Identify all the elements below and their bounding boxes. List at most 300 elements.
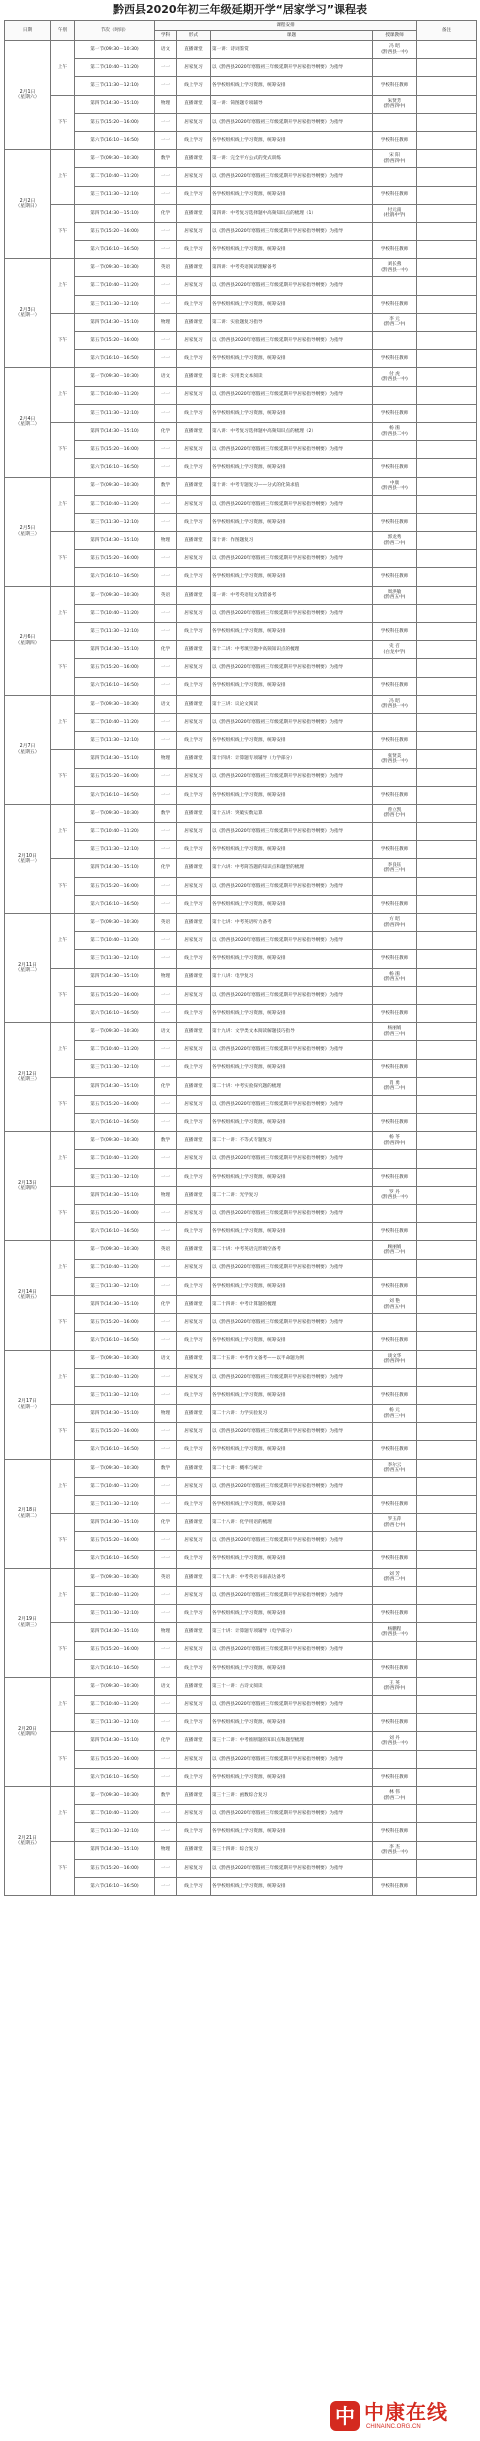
table-row [5, 713, 477, 731]
notes-cell [417, 1150, 477, 1168]
teacher-cell: 杨 苓 (黔西四中) [373, 1132, 417, 1150]
period-cell: 第二节(10:40－11:20) [75, 823, 155, 841]
day-date-cell: 2月20日 （星期四） [5, 1677, 51, 1786]
period-cell: 第一节(09:30－10:30) [75, 1350, 155, 1368]
form-cell: 居家复习 [177, 768, 211, 786]
period-cell: 第四节(14:30－15:10) [75, 1623, 155, 1641]
form-cell: 线上学习 [177, 459, 211, 477]
teacher-cell [373, 1586, 417, 1604]
notes-cell [417, 1696, 477, 1714]
subject-cell: 一一 [155, 1586, 177, 1604]
table-row [5, 441, 477, 459]
subject-cell: 一一 [155, 1605, 177, 1623]
notes-cell [417, 1768, 477, 1786]
subject-cell: 一一 [155, 950, 177, 968]
notes-cell [417, 1496, 477, 1514]
topic-cell: 第十七讲：中考英语听力备考 [211, 914, 373, 932]
period-cell: 第三节(11:30－12:10) [75, 1714, 155, 1732]
table-row [5, 732, 477, 750]
period-cell: 第五节(15:20－16:00) [75, 659, 155, 677]
subject-cell: 语文 [155, 368, 177, 386]
teacher-cell: 学校科任教师 [373, 1823, 417, 1841]
notes-cell [417, 1423, 477, 1441]
period-cell: 第五节(15:20－16:00) [75, 1205, 155, 1223]
notes-cell [417, 1059, 477, 1077]
notes-cell [417, 568, 477, 586]
form-cell: 居家复习 [177, 1805, 211, 1823]
half-am-cell: 上午 [51, 1568, 75, 1623]
topic-cell: 以《黔西县2020年寒假初三年级延期开学居家指导纲要》为指导 [211, 986, 373, 1004]
subject-cell: 一一 [155, 186, 177, 204]
table-row [5, 295, 477, 313]
notes-cell [417, 1823, 477, 1841]
topic-cell: 各学校组织线上学习资源，统筹安排 [211, 241, 373, 259]
table-row [5, 1714, 477, 1732]
subject-cell: 化学 [155, 204, 177, 222]
form-cell: 直播课堂 [177, 1241, 211, 1259]
topic-cell: 第十四讲：计算题专项辅导（力学部分） [211, 750, 373, 768]
period-cell: 第五节(15:20－16:00) [75, 441, 155, 459]
period-cell: 第六节(16:10－16:50) [75, 131, 155, 149]
teacher-cell: 付元南 (杜鹃中学) [373, 204, 417, 222]
notes-cell [417, 804, 477, 822]
half-am-cell: 上午 [51, 1677, 75, 1732]
topic-cell: 各学校组织线上学习资源，统筹安排 [211, 513, 373, 531]
table-row [5, 1077, 477, 1095]
form-cell: 线上学习 [177, 1332, 211, 1350]
teacher-cell: 学校科任教师 [373, 1441, 417, 1459]
subject-cell: 一一 [155, 495, 177, 513]
notes-cell [417, 1223, 477, 1241]
period-cell: 第一节(09:30－10:30) [75, 586, 155, 604]
subject-cell: 一一 [155, 1004, 177, 1022]
teacher-cell: 罗 丹 (黔西县一中) [373, 1186, 417, 1204]
topic-cell: 各学校组织线上学习资源，统筹安排 [211, 1659, 373, 1677]
notes-cell [417, 477, 477, 495]
period-cell: 第五节(15:20－16:00) [75, 113, 155, 131]
subject-cell: 一一 [155, 877, 177, 895]
form-cell: 直播课堂 [177, 1459, 211, 1477]
header-arrangement: 课程安排 [155, 21, 417, 31]
form-cell: 线上学习 [177, 677, 211, 695]
period-cell: 第四节(14:30－15:10) [75, 1295, 155, 1313]
notes-cell [417, 222, 477, 240]
subject-cell: 一一 [155, 1823, 177, 1841]
notes-cell [417, 859, 477, 877]
table-row [5, 1423, 477, 1441]
topic-cell: 以《黔西县2020年寒假初三年级延期开学居家指导纲要》为指导 [211, 1423, 373, 1441]
topic-cell: 各学校组织线上学习资源，统筹安排 [211, 568, 373, 586]
period-cell: 第四节(14:30－15:10) [75, 859, 155, 877]
table-row [5, 1041, 477, 1059]
period-cell: 第一节(09:30－10:30) [75, 368, 155, 386]
form-cell: 居家复习 [177, 1477, 211, 1495]
teacher-cell: 学校科任教师 [373, 77, 417, 95]
period-cell: 第六节(16:10－16:50) [75, 241, 155, 259]
notes-cell [417, 95, 477, 113]
half-pm-cell: 下午 [51, 1295, 75, 1350]
topic-cell: 以《黔西县2020年寒假初三年级延期开学居家指导纲要》为指导 [211, 1095, 373, 1113]
subject-cell: 一一 [155, 295, 177, 313]
period-cell: 第二节(10:40－11:20) [75, 1150, 155, 1168]
subject-cell: 一一 [155, 604, 177, 622]
day-date-cell: 2月2日 （星期日） [5, 150, 51, 259]
table-row [5, 1059, 477, 1077]
teacher-cell: 杨鹏程 (黔西县一中) [373, 1623, 417, 1641]
subject-cell: 一一 [155, 841, 177, 859]
table-row [5, 1095, 477, 1113]
half-am-cell: 上午 [51, 1241, 75, 1296]
topic-cell: 第十讲：作图题复习 [211, 532, 373, 550]
half-pm-cell: 下午 [51, 1186, 75, 1241]
teacher-cell: 学校科任教师 [373, 1114, 417, 1132]
notes-cell [417, 1605, 477, 1623]
notes-cell [417, 1368, 477, 1386]
form-cell: 居家复习 [177, 877, 211, 895]
notes-cell [417, 1641, 477, 1659]
table-row [5, 550, 477, 568]
form-cell: 居家复习 [177, 386, 211, 404]
teacher-cell: 学校科任教师 [373, 895, 417, 913]
form-cell: 直播课堂 [177, 968, 211, 986]
teacher-cell: 学校科任教师 [373, 241, 417, 259]
notes-cell [417, 623, 477, 641]
subject-cell: 物理 [155, 1405, 177, 1423]
period-cell: 第三节(11:30－12:10) [75, 1496, 155, 1514]
period-cell: 第六节(16:10－16:50) [75, 1004, 155, 1022]
subject-cell: 一一 [155, 732, 177, 750]
topic-cell: 以《黔西县2020年寒假初三年级延期开学居家指导纲要》为指导 [211, 1259, 373, 1277]
teacher-cell [373, 1259, 417, 1277]
teacher-cell: 学校科任教师 [373, 1168, 417, 1186]
header-notes: 备注 [417, 21, 477, 41]
table-row [5, 1477, 477, 1495]
topic-cell: 以《黔西县2020年寒假初三年级延期开学居家指导纲要》为指导 [211, 877, 373, 895]
notes-cell [417, 695, 477, 713]
teacher-cell [373, 659, 417, 677]
table-row [5, 1023, 477, 1041]
header-topic: 课题 [211, 31, 373, 41]
period-cell: 第六节(16:10－16:50) [75, 1332, 155, 1350]
teacher-cell: 李尔云 (黔西五中) [373, 1459, 417, 1477]
notes-cell [417, 1095, 477, 1113]
table-row [5, 1168, 477, 1186]
form-cell: 居家复习 [177, 1259, 211, 1277]
teacher-cell [373, 113, 417, 131]
half-am-cell: 上午 [51, 1132, 75, 1187]
subject-cell: 一一 [155, 131, 177, 149]
form-cell: 居家复习 [177, 168, 211, 186]
day-date-cell: 2月5日 （星期三） [5, 477, 51, 586]
period-cell: 第三节(11:30－12:10) [75, 404, 155, 422]
notes-cell [417, 1568, 477, 1586]
teacher-cell: 学校科任教师 [373, 513, 417, 531]
subject-cell: 一一 [155, 1750, 177, 1768]
table-row [5, 1859, 477, 1877]
topic-cell: 以《黔西县2020年寒假初三年级延期开学居家指导纲要》为指导 [211, 1641, 373, 1659]
teacher-cell: 学校科任教师 [373, 1004, 417, 1022]
subject-cell: 一一 [155, 713, 177, 731]
period-cell: 第二节(10:40－11:20) [75, 604, 155, 622]
form-cell: 直播课堂 [177, 1295, 211, 1313]
table-row [5, 422, 477, 440]
notes-cell [417, 422, 477, 440]
notes-cell [417, 113, 477, 131]
form-cell: 直播课堂 [177, 1077, 211, 1095]
topic-cell: 各学校组织线上学习资源，统筹安排 [211, 77, 373, 95]
subject-cell: 语文 [155, 695, 177, 713]
form-cell: 直播课堂 [177, 368, 211, 386]
teacher-cell [373, 713, 417, 731]
table-row [5, 1241, 477, 1259]
form-cell: 线上学习 [177, 350, 211, 368]
subject-cell: 一一 [155, 1168, 177, 1186]
notes-cell [417, 1277, 477, 1295]
table-row [5, 1314, 477, 1332]
topic-cell: 第二十五讲：中考作文备考——以半命题为例 [211, 1350, 373, 1368]
half-pm-cell: 下午 [51, 859, 75, 914]
period-cell: 第五节(15:20－16:00) [75, 1750, 155, 1768]
topic-cell: 各学校组织线上学习资源，统筹安排 [211, 1823, 373, 1841]
subject-cell: 英语 [155, 1241, 177, 1259]
period-cell: 第四节(14:30－15:10) [75, 1732, 155, 1750]
notes-cell [417, 1186, 477, 1204]
topic-cell: 各学校组织线上学习资源，统筹安排 [211, 1168, 373, 1186]
form-cell: 线上学习 [177, 841, 211, 859]
topic-cell: 第二十一讲：不等式专题复习 [211, 1132, 373, 1150]
day-date-cell: 2月11日 （星期二） [5, 914, 51, 1023]
subject-cell: 一一 [155, 1877, 177, 1895]
table-row [5, 222, 477, 240]
table-row [5, 786, 477, 804]
period-cell: 第一节(09:30－10:30) [75, 1132, 155, 1150]
teacher-cell: 学校科任教师 [373, 459, 417, 477]
period-cell: 第一节(09:30－10:30) [75, 1459, 155, 1477]
period-cell: 第六节(16:10－16:50) [75, 568, 155, 586]
table-row [5, 350, 477, 368]
subject-cell: 一一 [155, 932, 177, 950]
notes-cell [417, 659, 477, 677]
period-cell: 第五节(15:20－16:00) [75, 1423, 155, 1441]
notes-cell [417, 1041, 477, 1059]
subject-cell: 一一 [155, 459, 177, 477]
period-cell: 第六节(16:10－16:50) [75, 677, 155, 695]
table-row [5, 1459, 477, 1477]
form-cell: 居家复习 [177, 550, 211, 568]
table-row [5, 677, 477, 695]
topic-cell: 第二十讲：中考实验探究题的梳理 [211, 1077, 373, 1095]
notes-cell [417, 713, 477, 731]
form-cell: 线上学习 [177, 1496, 211, 1514]
period-cell: 第一节(09:30－10:30) [75, 259, 155, 277]
form-cell: 线上学习 [177, 186, 211, 204]
notes-cell [417, 895, 477, 913]
topic-cell: 各学校组织线上学习资源，统筹安排 [211, 459, 373, 477]
teacher-cell: 学校科任教师 [373, 1386, 417, 1404]
form-cell: 线上学习 [177, 241, 211, 259]
teacher-cell: 中康 (黔西县一中) [373, 477, 417, 495]
table-row [5, 1841, 477, 1859]
form-cell: 线上学习 [177, 623, 211, 641]
subject-cell: 数学 [155, 804, 177, 822]
topic-cell: 以《黔西县2020年寒假初三年级延期开学居家指导纲要》为指导 [211, 604, 373, 622]
topic-cell: 各学校组织线上学习资源，统筹安排 [211, 677, 373, 695]
period-cell: 第三节(11:30－12:10) [75, 1059, 155, 1077]
topic-cell: 各学校组织线上学习资源，统筹安排 [211, 786, 373, 804]
subject-cell: 一一 [155, 1114, 177, 1132]
table-row [5, 368, 477, 386]
table-row [5, 804, 477, 822]
teacher-cell: 学校科任教师 [373, 841, 417, 859]
teacher-cell [373, 823, 417, 841]
form-cell: 线上学习 [177, 1768, 211, 1786]
table-row [5, 932, 477, 950]
period-cell: 第四节(14:30－15:10) [75, 968, 155, 986]
table-row [5, 1496, 477, 1514]
subject-cell: 一一 [155, 659, 177, 677]
topic-cell: 第四讲：中考英语阅读理解备考 [211, 259, 373, 277]
notes-cell [417, 350, 477, 368]
subject-cell: 语文 [155, 1023, 177, 1041]
notes-cell [417, 313, 477, 331]
form-cell: 线上学习 [177, 131, 211, 149]
table-row [5, 986, 477, 1004]
topic-cell: 以《黔西县2020年寒假初三年级延期开学居家指导纲要》为指导 [211, 1859, 373, 1877]
teacher-cell: 学校科任教师 [373, 1714, 417, 1732]
period-cell: 第一节(09:30－10:30) [75, 804, 155, 822]
notes-cell [417, 131, 477, 149]
subject-cell: 物理 [155, 1186, 177, 1204]
period-cell: 第二节(10:40－11:20) [75, 1477, 155, 1495]
topic-cell: 以《黔西县2020年寒假初三年级延期开学居家指导纲要》为指导 [211, 441, 373, 459]
table-row [5, 1295, 477, 1313]
topic-cell: 第四讲：中考复习选择题中高频知识点的梳理（1） [211, 204, 373, 222]
teacher-cell: 学校科任教师 [373, 786, 417, 804]
subject-cell: 英语 [155, 586, 177, 604]
subject-cell: 物理 [155, 1623, 177, 1641]
form-cell: 直播课堂 [177, 1732, 211, 1750]
subject-cell: 数学 [155, 1787, 177, 1805]
notes-cell [417, 1241, 477, 1259]
form-cell: 线上学习 [177, 950, 211, 968]
period-cell: 第四节(14:30－15:10) [75, 1405, 155, 1423]
teacher-cell: 付 虎 (黔西县一中) [373, 368, 417, 386]
subject-cell: 一一 [155, 1768, 177, 1786]
subject-cell: 一一 [155, 386, 177, 404]
period-cell: 第六节(16:10－16:50) [75, 459, 155, 477]
topic-cell: 第二十七讲：概率与统计 [211, 1459, 373, 1477]
teacher-cell [373, 495, 417, 513]
subject-cell: 一一 [155, 1041, 177, 1059]
table-row [5, 1350, 477, 1368]
topic-cell: 以《黔西县2020年寒假初三年级延期开学居家指导纲要》为指导 [211, 113, 373, 131]
notes-cell [417, 1514, 477, 1532]
table-row [5, 495, 477, 513]
period-cell: 第五节(15:20－16:00) [75, 1095, 155, 1113]
teacher-cell [373, 277, 417, 295]
subject-cell: 一一 [155, 568, 177, 586]
header-half: 午别 [51, 21, 75, 41]
half-pm-cell: 下午 [51, 1077, 75, 1132]
table-row [5, 77, 477, 95]
teacher-cell: 学校科任教师 [373, 1496, 417, 1514]
subject-cell: 一一 [155, 1095, 177, 1113]
notes-cell [417, 732, 477, 750]
form-cell: 线上学习 [177, 1441, 211, 1459]
subject-cell: 语文 [155, 41, 177, 59]
teacher-cell: 学校科任教师 [373, 1277, 417, 1295]
topic-cell: 第十九讲：文学类文本阅读解题技巧指导 [211, 1023, 373, 1041]
teacher-cell: 杨 鹃 (黔西县二中) [373, 422, 417, 440]
half-pm-cell: 下午 [51, 1623, 75, 1678]
form-cell: 线上学习 [177, 1168, 211, 1186]
period-cell: 第六节(16:10－16:50) [75, 1877, 155, 1895]
topic-cell: 第一讲：简图题专项辅导 [211, 95, 373, 113]
period-cell: 第一节(09:30－10:30) [75, 1677, 155, 1695]
topic-cell: 以《黔西县2020年寒假初三年级延期开学居家指导纲要》为指导 [211, 222, 373, 240]
notes-cell [417, 295, 477, 313]
table-row [5, 332, 477, 350]
topic-cell: 第二讲：实验题复习指导 [211, 313, 373, 331]
subject-cell: 一一 [155, 404, 177, 422]
subject-cell: 一一 [155, 1441, 177, 1459]
subject-cell: 一一 [155, 222, 177, 240]
half-am-cell: 上午 [51, 368, 75, 423]
notes-cell [417, 1259, 477, 1277]
table-row [5, 1877, 477, 1895]
half-pm-cell: 下午 [51, 313, 75, 368]
subject-cell: 一一 [155, 1714, 177, 1732]
notes-cell [417, 168, 477, 186]
half-pm-cell: 下午 [51, 95, 75, 150]
teacher-cell [373, 1696, 417, 1714]
table-row [5, 1441, 477, 1459]
teacher-cell: 宋 阳 (黔西四中) [373, 150, 417, 168]
form-cell: 居家复习 [177, 1423, 211, 1441]
period-cell: 第四节(14:30－15:10) [75, 95, 155, 113]
notes-cell [417, 1132, 477, 1150]
form-cell: 居家复习 [177, 1150, 211, 1168]
period-cell: 第一节(09:30－10:30) [75, 41, 155, 59]
period-cell: 第二节(10:40－11:20) [75, 59, 155, 77]
form-cell: 直播课堂 [177, 1787, 211, 1805]
teacher-cell: 学校科任教师 [373, 1877, 417, 1895]
subject-cell: 化学 [155, 1732, 177, 1750]
topic-cell: 第二十八讲：化学用语的梳理 [211, 1514, 373, 1532]
period-cell: 第三节(11:30－12:10) [75, 1605, 155, 1623]
day-date-cell: 2月13日 （星期四） [5, 1132, 51, 1241]
teacher-cell: 刘 艳 (黔西五中) [373, 1295, 417, 1313]
period-cell: 第五节(15:20－16:00) [75, 550, 155, 568]
teacher-cell [373, 1641, 417, 1659]
form-cell: 居家复习 [177, 495, 211, 513]
form-cell: 直播课堂 [177, 95, 211, 113]
table-row [5, 277, 477, 295]
form-cell: 直播课堂 [177, 1841, 211, 1859]
teacher-cell [373, 1314, 417, 1332]
teacher-cell: 学校科任教师 [373, 1659, 417, 1677]
subject-cell: 化学 [155, 1514, 177, 1532]
subject-cell: 英语 [155, 259, 177, 277]
topic-cell: 以《黔西县2020年寒假初三年级延期开学居家指导纲要》为指导 [211, 59, 373, 77]
period-cell: 第五节(15:20－16:00) [75, 1314, 155, 1332]
half-am-cell: 上午 [51, 150, 75, 205]
topic-cell: 第三十二讲：中考推断题的知识点和题型梳理 [211, 1732, 373, 1750]
form-cell: 居家复习 [177, 1532, 211, 1550]
period-cell: 第一节(09:30－10:30) [75, 1787, 155, 1805]
form-cell: 居家复习 [177, 604, 211, 622]
topic-cell: 各学校组织线上学习资源，统筹安排 [211, 1768, 373, 1786]
